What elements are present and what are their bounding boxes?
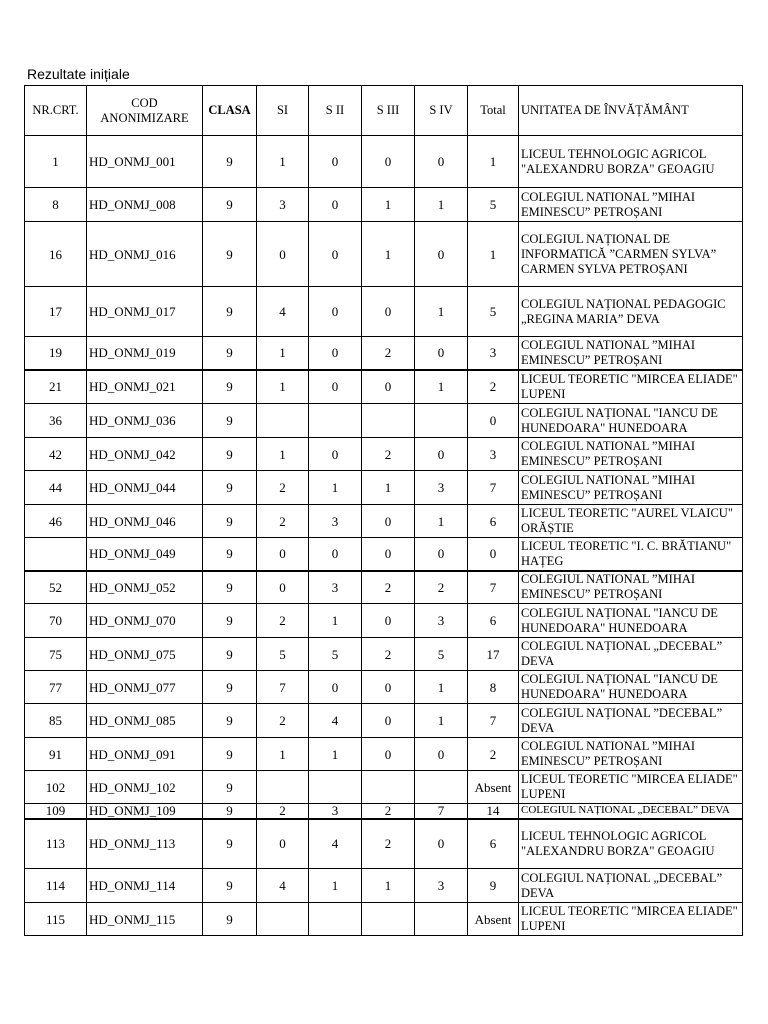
cell-s4: 0 bbox=[415, 222, 468, 287]
cell-total: 7 bbox=[468, 704, 519, 738]
cell-s3: 0 bbox=[362, 136, 415, 188]
cell-total: 6 bbox=[468, 819, 519, 869]
cell-s4: 5 bbox=[415, 638, 468, 671]
cell-clasa: 9 bbox=[203, 370, 257, 404]
cell-unitate bbox=[519, 804, 743, 819]
cell-unitate bbox=[519, 136, 743, 188]
header-row bbox=[25, 86, 743, 136]
header-cod: COD ANONIMIZARE bbox=[87, 86, 203, 136]
cell-unitate bbox=[519, 538, 743, 571]
unit-text: COLEGIUL NATIONAL ”MIHAI EMINESCU” PETROȘANI bbox=[521, 472, 696, 502]
header-unitate: UNITATEA DE ÎNVĂȚĂMÂNT bbox=[519, 86, 743, 136]
cell-s3: 0 bbox=[362, 370, 415, 404]
cell-s3 bbox=[362, 903, 415, 936]
cell-unitate bbox=[519, 869, 743, 903]
cell-total: 3 bbox=[468, 438, 519, 471]
cell-total: 6 bbox=[468, 505, 519, 538]
table-row bbox=[25, 903, 743, 936]
cell-unitate bbox=[519, 188, 743, 222]
cell-s1 bbox=[257, 404, 309, 438]
table-row bbox=[25, 804, 743, 819]
cell-s2: 0 bbox=[309, 188, 362, 222]
cell-clasa: 9 bbox=[203, 337, 257, 370]
cell-s4: 7 bbox=[415, 804, 468, 819]
unit-text: COLEGIUL NAȚIONAL ”DECEBAL” DEVA bbox=[521, 705, 723, 735]
cell-s3: 2 bbox=[362, 638, 415, 671]
cell-total: 17 bbox=[468, 638, 519, 671]
unit-text: COLEGIUL NAȚIONAL "IANCU DE HUNEDOARA" HUNEDOARA bbox=[521, 672, 718, 701]
cell-cod: HD_ONMJ_049 bbox=[87, 538, 203, 571]
cell-cod: HD_ONMJ_109 bbox=[87, 804, 203, 819]
cell-s1: 2 bbox=[257, 804, 309, 819]
cell-s3 bbox=[362, 404, 415, 438]
cell-s2 bbox=[309, 771, 362, 804]
cell-s3: 0 bbox=[362, 287, 415, 337]
table-row bbox=[25, 188, 743, 222]
cell-unitate bbox=[519, 222, 743, 287]
cell-cod: HD_ONMJ_115 bbox=[87, 903, 203, 936]
cell-cod: HD_ONMJ_019 bbox=[87, 337, 203, 370]
cell-cod: HD_ONMJ_001 bbox=[87, 136, 203, 188]
cell-cod: HD_ONMJ_021 bbox=[87, 370, 203, 404]
cell-unitate bbox=[519, 819, 743, 869]
cell-cod: HD_ONMJ_085 bbox=[87, 704, 203, 738]
cell-unitate bbox=[519, 903, 743, 936]
table-row bbox=[25, 222, 743, 287]
cell-clasa: 9 bbox=[203, 819, 257, 869]
cell-s2: 0 bbox=[309, 370, 362, 404]
table-row bbox=[25, 370, 743, 404]
cell-cod: HD_ONMJ_052 bbox=[87, 571, 203, 604]
cell-s3: 2 bbox=[362, 337, 415, 370]
cell-s1 bbox=[257, 771, 309, 804]
cell-total: 6 bbox=[468, 604, 519, 638]
unit-text: COLEGIUL NATIONAL ”MIHAI EMINESCU” PETROȘANI bbox=[521, 439, 696, 468]
unit-text: COLEGIUL NAȚIONAL „DECEBAL” DEVA bbox=[521, 639, 723, 668]
cell-s1: 1 bbox=[257, 370, 309, 404]
cell-clasa: 9 bbox=[203, 538, 257, 571]
cell-s2: 1 bbox=[309, 471, 362, 505]
unit-text: COLEGIUL NAȚIONAL PEDAGOGIC „REGINA MARIA” DEVA bbox=[521, 296, 726, 326]
cell-total: 5 bbox=[468, 287, 519, 337]
cell-nr: 109 bbox=[25, 804, 87, 819]
table-row bbox=[25, 287, 743, 337]
cell-s4: 3 bbox=[415, 471, 468, 505]
cell-s3: 0 bbox=[362, 538, 415, 571]
cell-s4: 1 bbox=[415, 704, 468, 738]
cell-s4: 3 bbox=[415, 604, 468, 638]
cell-s1: 1 bbox=[257, 136, 309, 188]
cell-s1: 4 bbox=[257, 287, 309, 337]
cell-nr: 70 bbox=[25, 604, 87, 638]
cell-s4: 0 bbox=[415, 438, 468, 471]
cell-total: 2 bbox=[468, 370, 519, 404]
table-row bbox=[25, 438, 743, 471]
table-row bbox=[25, 136, 743, 188]
cell-cod: HD_ONMJ_102 bbox=[87, 771, 203, 804]
cell-s1: 1 bbox=[257, 337, 309, 370]
cell-s3: 1 bbox=[362, 188, 415, 222]
cell-unitate bbox=[519, 704, 743, 738]
cell-total: Absent bbox=[468, 903, 519, 936]
cell-nr: 8 bbox=[25, 188, 87, 222]
cell-unitate bbox=[519, 671, 743, 704]
cell-clasa: 9 bbox=[203, 604, 257, 638]
cell-s4 bbox=[415, 404, 468, 438]
cell-nr: 85 bbox=[25, 704, 87, 738]
cell-nr: 1 bbox=[25, 136, 87, 188]
cell-clasa: 9 bbox=[203, 571, 257, 604]
table-row bbox=[25, 538, 743, 571]
cell-s4: 0 bbox=[415, 538, 468, 571]
cell-nr: 114 bbox=[25, 869, 87, 903]
cell-clasa: 9 bbox=[203, 804, 257, 819]
cell-s4: 1 bbox=[415, 505, 468, 538]
cell-nr: 36 bbox=[25, 404, 87, 438]
cell-nr: 113 bbox=[25, 819, 87, 869]
cell-cod: HD_ONMJ_042 bbox=[87, 438, 203, 471]
cell-total: 5 bbox=[468, 188, 519, 222]
cell-nr: 52 bbox=[25, 571, 87, 604]
cell-clasa: 9 bbox=[203, 771, 257, 804]
unit-text: COLEGIUL NAȚIONAL „DECEBAL” DEVA bbox=[521, 805, 730, 817]
cell-s4 bbox=[415, 903, 468, 936]
table-row bbox=[25, 505, 743, 538]
cell-clasa: 9 bbox=[203, 704, 257, 738]
cell-s3: 0 bbox=[362, 671, 415, 704]
table-row bbox=[25, 819, 743, 869]
cell-nr bbox=[25, 538, 87, 571]
unit-text: LICEUL TEHNOLOGIC AGRICOL "ALEXANDRU BORZA" GEOAGIU bbox=[521, 828, 715, 858]
unit-text: COLEGIUL NAȚIONAL „DECEBAL” DEVA bbox=[521, 870, 723, 900]
cell-s3: 2 bbox=[362, 804, 415, 819]
unit-text: LICEUL TEORETIC "I. C. BRĂTIANU" HAȚEG bbox=[521, 538, 732, 568]
cell-s2: 4 bbox=[309, 819, 362, 869]
cell-unitate bbox=[519, 287, 743, 337]
cell-total: 1 bbox=[468, 222, 519, 287]
cell-s3: 1 bbox=[362, 471, 415, 505]
cell-s4: 1 bbox=[415, 188, 468, 222]
unit-text: COLEGIUL NATIONAL ”MIHAI EMINESCU” PETROȘANI bbox=[521, 337, 696, 367]
cell-clasa: 9 bbox=[203, 869, 257, 903]
cell-s3: 0 bbox=[362, 738, 415, 771]
unit-text: COLEGIUL NATIONAL ”MIHAI EMINESCU” PETROȘANI bbox=[521, 739, 696, 768]
cell-s1: 1 bbox=[257, 438, 309, 471]
cell-s3 bbox=[362, 771, 415, 804]
cell-clasa: 9 bbox=[203, 136, 257, 188]
cell-cod: HD_ONMJ_016 bbox=[87, 222, 203, 287]
cell-s4: 0 bbox=[415, 136, 468, 188]
cell-s4: 0 bbox=[415, 819, 468, 869]
cell-s2: 0 bbox=[309, 438, 362, 471]
cell-cod: HD_ONMJ_044 bbox=[87, 471, 203, 505]
cell-s2: 1 bbox=[309, 869, 362, 903]
cell-cod: HD_ONMJ_114 bbox=[87, 869, 203, 903]
cell-cod: HD_ONMJ_070 bbox=[87, 604, 203, 638]
cell-nr: 75 bbox=[25, 638, 87, 671]
table-row bbox=[25, 471, 743, 505]
unit-text: LICEUL TEORETIC "MIRCEA ELIADE" LUPENI bbox=[521, 371, 738, 401]
cell-s1: 7 bbox=[257, 671, 309, 704]
cell-clasa: 9 bbox=[203, 638, 257, 671]
cell-s3: 1 bbox=[362, 222, 415, 287]
cell-s2: 3 bbox=[309, 505, 362, 538]
cell-total: 8 bbox=[468, 671, 519, 704]
cell-clasa: 9 bbox=[203, 188, 257, 222]
cell-s1: 2 bbox=[257, 604, 309, 638]
table-row bbox=[25, 571, 743, 604]
cell-nr: 42 bbox=[25, 438, 87, 471]
cell-s1: 2 bbox=[257, 704, 309, 738]
table-row bbox=[25, 671, 743, 704]
cell-nr: 17 bbox=[25, 287, 87, 337]
cell-unitate bbox=[519, 638, 743, 671]
cell-cod: HD_ONMJ_008 bbox=[87, 188, 203, 222]
cell-s1: 0 bbox=[257, 819, 309, 869]
cell-clasa: 9 bbox=[203, 471, 257, 505]
cell-cod: HD_ONMJ_091 bbox=[87, 738, 203, 771]
cell-s2: 1 bbox=[309, 604, 362, 638]
cell-unitate bbox=[519, 337, 743, 370]
cell-s4: 1 bbox=[415, 370, 468, 404]
cell-s2: 0 bbox=[309, 136, 362, 188]
cell-nr: 16 bbox=[25, 222, 87, 287]
header-s3: S III bbox=[362, 86, 415, 136]
cell-total: Absent bbox=[468, 771, 519, 804]
cell-s1 bbox=[257, 903, 309, 936]
cell-nr: 46 bbox=[25, 505, 87, 538]
unit-text: COLEGIUL NAȚIONAL DE INFORMATICĂ ”CARMEN SYLVA” CARMEN SYLVA PETROȘANI bbox=[521, 231, 717, 276]
results-table bbox=[24, 85, 743, 936]
cell-unitate bbox=[519, 438, 743, 471]
cell-nr: 21 bbox=[25, 370, 87, 404]
cell-unitate bbox=[519, 571, 743, 604]
cell-total: 7 bbox=[468, 571, 519, 604]
cell-s4: 1 bbox=[415, 671, 468, 704]
unit-text: COLEGIUL NATIONAL ”MIHAI EMINESCU” PETROȘANI bbox=[521, 572, 696, 602]
cell-unitate bbox=[519, 738, 743, 771]
cell-cod: HD_ONMJ_017 bbox=[87, 287, 203, 337]
cell-clasa: 9 bbox=[203, 738, 257, 771]
cell-cod: HD_ONMJ_077 bbox=[87, 671, 203, 704]
cell-s4: 0 bbox=[415, 337, 468, 370]
cell-total: 0 bbox=[468, 404, 519, 438]
unit-text: LICEUL TEHNOLOGIC AGRICOL "ALEXANDRU BORZA" GEOAGIU bbox=[521, 146, 715, 176]
cell-clasa: 9 bbox=[203, 505, 257, 538]
cell-total: 3 bbox=[468, 337, 519, 370]
cell-clasa: 9 bbox=[203, 903, 257, 936]
cell-s2: 5 bbox=[309, 638, 362, 671]
cell-cod: HD_ONMJ_075 bbox=[87, 638, 203, 671]
header-s4: S IV bbox=[415, 86, 468, 136]
cell-s4: 2 bbox=[415, 571, 468, 604]
header-clasa: CLASA bbox=[203, 86, 257, 136]
cell-s2: 1 bbox=[309, 738, 362, 771]
unit-text: COLEGIUL NAȚIONAL "IANCU DE HUNEDOARA" HUNEDOARA bbox=[521, 605, 718, 635]
unit-text: LICEUL TEORETIC "AUREL VLAICU" ORĂȘTIE bbox=[521, 506, 733, 535]
cell-s1: 0 bbox=[257, 222, 309, 287]
cell-total: 1 bbox=[468, 136, 519, 188]
cell-unitate bbox=[519, 505, 743, 538]
cell-nr: 44 bbox=[25, 471, 87, 505]
cell-s3: 0 bbox=[362, 604, 415, 638]
cell-s2: 3 bbox=[309, 804, 362, 819]
cell-s1: 2 bbox=[257, 471, 309, 505]
cell-cod: HD_ONMJ_036 bbox=[87, 404, 203, 438]
cell-nr: 102 bbox=[25, 771, 87, 804]
cell-total: 0 bbox=[468, 538, 519, 571]
cell-unitate bbox=[519, 404, 743, 438]
cell-s2: 0 bbox=[309, 337, 362, 370]
cell-s3: 1 bbox=[362, 869, 415, 903]
cell-s1: 1 bbox=[257, 738, 309, 771]
table-row bbox=[25, 404, 743, 438]
cell-s3: 2 bbox=[362, 819, 415, 869]
cell-s2 bbox=[309, 903, 362, 936]
table-row bbox=[25, 638, 743, 671]
cell-s4 bbox=[415, 771, 468, 804]
header-s2: S II bbox=[309, 86, 362, 136]
table-row bbox=[25, 869, 743, 903]
cell-s1: 2 bbox=[257, 505, 309, 538]
cell-cod: HD_ONMJ_046 bbox=[87, 505, 203, 538]
table-row bbox=[25, 704, 743, 738]
cell-cod: HD_ONMJ_113 bbox=[87, 819, 203, 869]
table-row bbox=[25, 337, 743, 370]
cell-s4: 0 bbox=[415, 738, 468, 771]
cell-s2: 0 bbox=[309, 287, 362, 337]
cell-unitate bbox=[519, 771, 743, 804]
cell-s1: 5 bbox=[257, 638, 309, 671]
cell-nr: 19 bbox=[25, 337, 87, 370]
cell-nr: 77 bbox=[25, 671, 87, 704]
header-total: Total bbox=[468, 86, 519, 136]
cell-nr: 91 bbox=[25, 738, 87, 771]
cell-total: 14 bbox=[468, 804, 519, 819]
cell-total: 7 bbox=[468, 471, 519, 505]
results-body bbox=[25, 136, 743, 936]
cell-s1: 0 bbox=[257, 538, 309, 571]
cell-s3: 2 bbox=[362, 571, 415, 604]
cell-s2: 4 bbox=[309, 704, 362, 738]
cell-s3: 0 bbox=[362, 704, 415, 738]
cell-clasa: 9 bbox=[203, 404, 257, 438]
cell-total: 9 bbox=[468, 869, 519, 903]
cell-unitate bbox=[519, 604, 743, 638]
cell-s1: 0 bbox=[257, 571, 309, 604]
unit-text: COLEGIUL NATIONAL ”MIHAI EMINESCU” PETROȘANI bbox=[521, 189, 696, 219]
cell-s2: 0 bbox=[309, 538, 362, 571]
table-row bbox=[25, 738, 743, 771]
cell-s3: 0 bbox=[362, 505, 415, 538]
cell-s2: 0 bbox=[309, 222, 362, 287]
cell-s4: 3 bbox=[415, 869, 468, 903]
cell-nr: 115 bbox=[25, 903, 87, 936]
cell-s2: 0 bbox=[309, 671, 362, 704]
cell-clasa: 9 bbox=[203, 222, 257, 287]
cell-clasa: 9 bbox=[203, 438, 257, 471]
unit-text: LICEUL TEORETIC "MIRCEA ELIADE" LUPENI bbox=[521, 904, 738, 933]
cell-s1: 4 bbox=[257, 869, 309, 903]
cell-clasa: 9 bbox=[203, 671, 257, 704]
table-row bbox=[25, 771, 743, 804]
header-nr: NR.CRT. bbox=[25, 86, 87, 136]
cell-unitate bbox=[519, 370, 743, 404]
cell-s2: 3 bbox=[309, 571, 362, 604]
cell-total: 2 bbox=[468, 738, 519, 771]
cell-s3: 2 bbox=[362, 438, 415, 471]
table-row bbox=[25, 604, 743, 638]
unit-text: COLEGIUL NAȚIONAL "IANCU DE HUNEDOARA" HUNEDOARA bbox=[521, 405, 718, 435]
cell-unitate bbox=[519, 471, 743, 505]
cell-s4: 1 bbox=[415, 287, 468, 337]
header-s1: SI bbox=[257, 86, 309, 136]
cell-s2 bbox=[309, 404, 362, 438]
page-title: Rezultate inițiale bbox=[27, 66, 130, 82]
cell-clasa: 9 bbox=[203, 287, 257, 337]
cell-s1: 3 bbox=[257, 188, 309, 222]
unit-text: LICEUL TEORETIC "MIRCEA ELIADE" LUPENI bbox=[521, 772, 738, 801]
